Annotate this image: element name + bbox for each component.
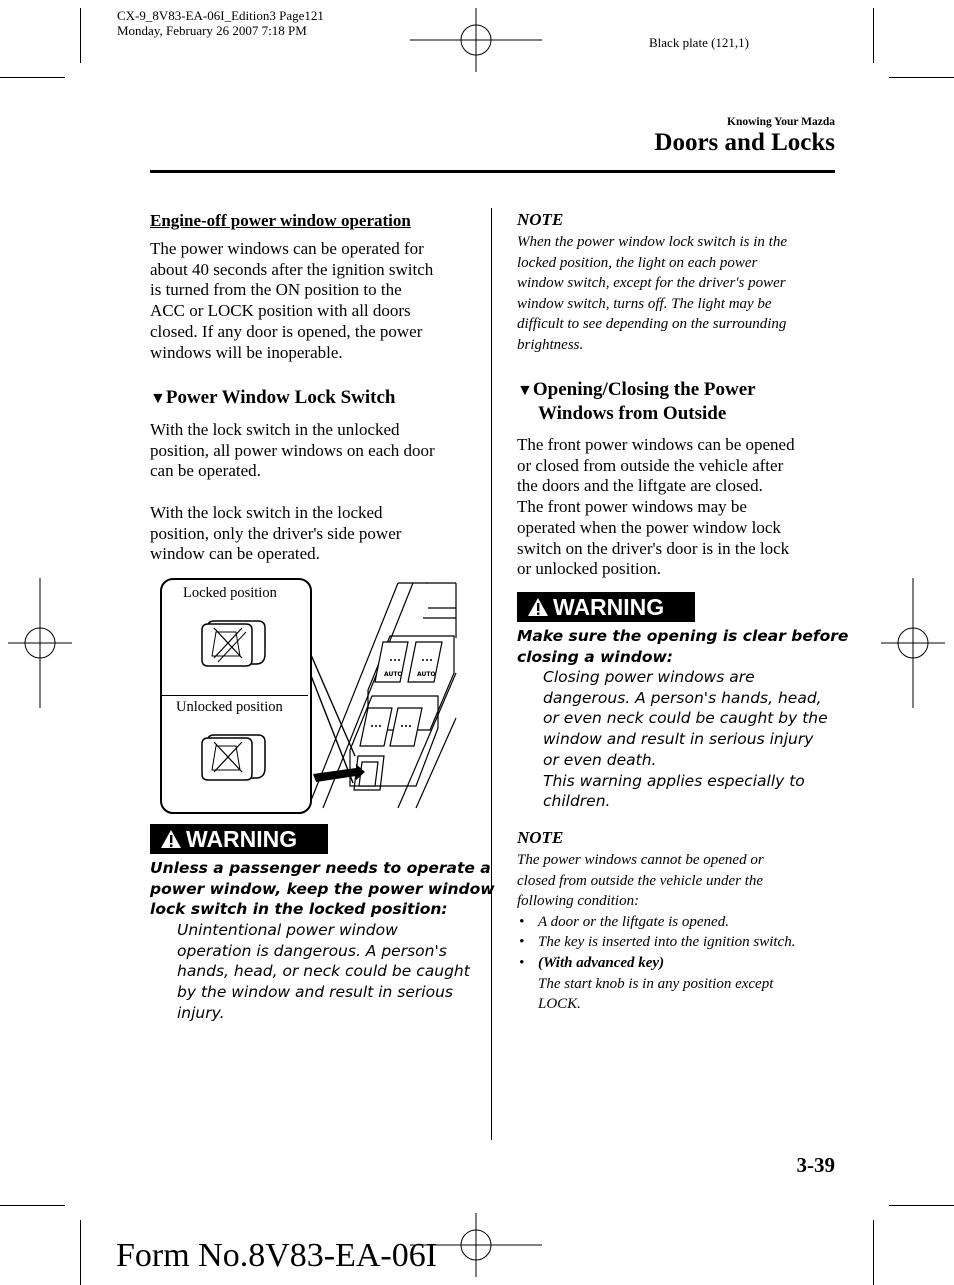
print-file-line: CX-9_8V83-EA-06I_Edition3 Page121 — [117, 8, 324, 23]
note1-text: When the power window lock switch is in the locked position, the light on each power window switch, except for the driver's power window switch, turns off. The light may be difficult to see depending on the surrounding brightness. — [517, 234, 787, 353]
unlocked-paragraph: With the lock switch in the unlocked position, all power windows on each door can be operated. — [150, 420, 435, 481]
triangle-down-icon: ▼ — [517, 382, 533, 399]
page-title: Doors and Locks — [654, 129, 835, 156]
plate-label: Black plate (121,1) — [649, 35, 749, 50]
warning-right-lead: Make sure the opening is clear before closing a window: — [517, 627, 849, 666]
warning-left-detail: Unintentional power window operation is dangerous. A person's hands, head, or neck could be caught by the window and result in serious injury. — [177, 921, 470, 1022]
locked-paragraph: With the lock switch in the locked position, only the driver's side power window can be operated. — [150, 503, 402, 564]
warning-right-detail: Closing power windows are dangerous. A person's hands, head, or even neck could be caught by the window and result in serious injury or even death. This warning applies especially to children. — [543, 668, 828, 811]
outside-heading: ▼Opening/Closing the Power Windows from Outside — [517, 379, 756, 424]
engine-off-paragraph: The power windows can be operated for about 40 seconds after the ignition switch is turned from the ON position to the ACC or LOCK position with all doors closed. If any door is opened, the power windows will be inoperable. — [150, 239, 434, 362]
lock-switch-unlocked-icon — [198, 732, 270, 784]
list-item: • A door or the liftgate is opened. — [519, 913, 729, 930]
section-name: Knowing Your Mazda — [727, 116, 835, 128]
unlocked-position-label: Unlocked position — [176, 699, 283, 715]
warning-triangle-icon — [160, 829, 182, 849]
svg-text:AUTO: AUTO — [384, 671, 403, 678]
lock-switch-locked-icon — [198, 618, 270, 670]
print-date-line: Monday, February 26 2007 7:18 PM — [117, 23, 307, 38]
warning-triangle-icon — [527, 597, 549, 617]
note1-heading: NOTE — [517, 210, 564, 229]
engine-off-heading: Engine-off power window operation — [150, 211, 411, 230]
svg-text:AUTO: AUTO — [417, 671, 436, 678]
callout-divider — [162, 695, 308, 696]
list-item: • The key is inserted into the ignition switch. — [519, 934, 796, 951]
triangle-down-icon: ▼ — [150, 390, 166, 407]
warning-badge-left: WARNING — [150, 824, 328, 854]
column-divider — [491, 208, 492, 1140]
list-item: • (With advanced key) The start knob is in any position except LOCK. — [519, 954, 774, 1013]
warning-left-lead: Unless a passenger needs to operate a power window, keep the power window lock switch in the locked position: — [150, 859, 495, 919]
note2-bullet-list — [517, 912, 795, 1015]
form-number: Form No.8V83-EA-06I — [116, 1237, 438, 1274]
warning-badge-right: WARNING — [517, 592, 695, 622]
note2-heading: NOTE — [517, 828, 564, 847]
lock-switch-heading: ▼Power Window Lock Switch — [150, 387, 396, 408]
registration-mark-left — [8, 578, 72, 708]
outside-paragraph: The front power windows can be opened or closed from outside the vehicle after the doors and the liftgate are closed. The front power windows may be operated when the power window lock switch on the driver's door is in the lock or unlocked position. — [517, 435, 795, 579]
note2-text: The power windows cannot be opened or closed from outside the vehicle under the following condition: • A door or the liftgate is opened. • The key is inserted into the ignition switch. • (With advanced key) The start knob is in any position except LOCK. — [517, 850, 795, 1015]
lock-switch-figure — [158, 578, 468, 814]
locked-position-label: Locked position — [183, 585, 277, 601]
registration-mark-right — [881, 578, 945, 708]
page-number: 3-39 — [796, 1153, 835, 1177]
header-rule — [150, 170, 835, 173]
registration-mark-top — [410, 8, 542, 72]
